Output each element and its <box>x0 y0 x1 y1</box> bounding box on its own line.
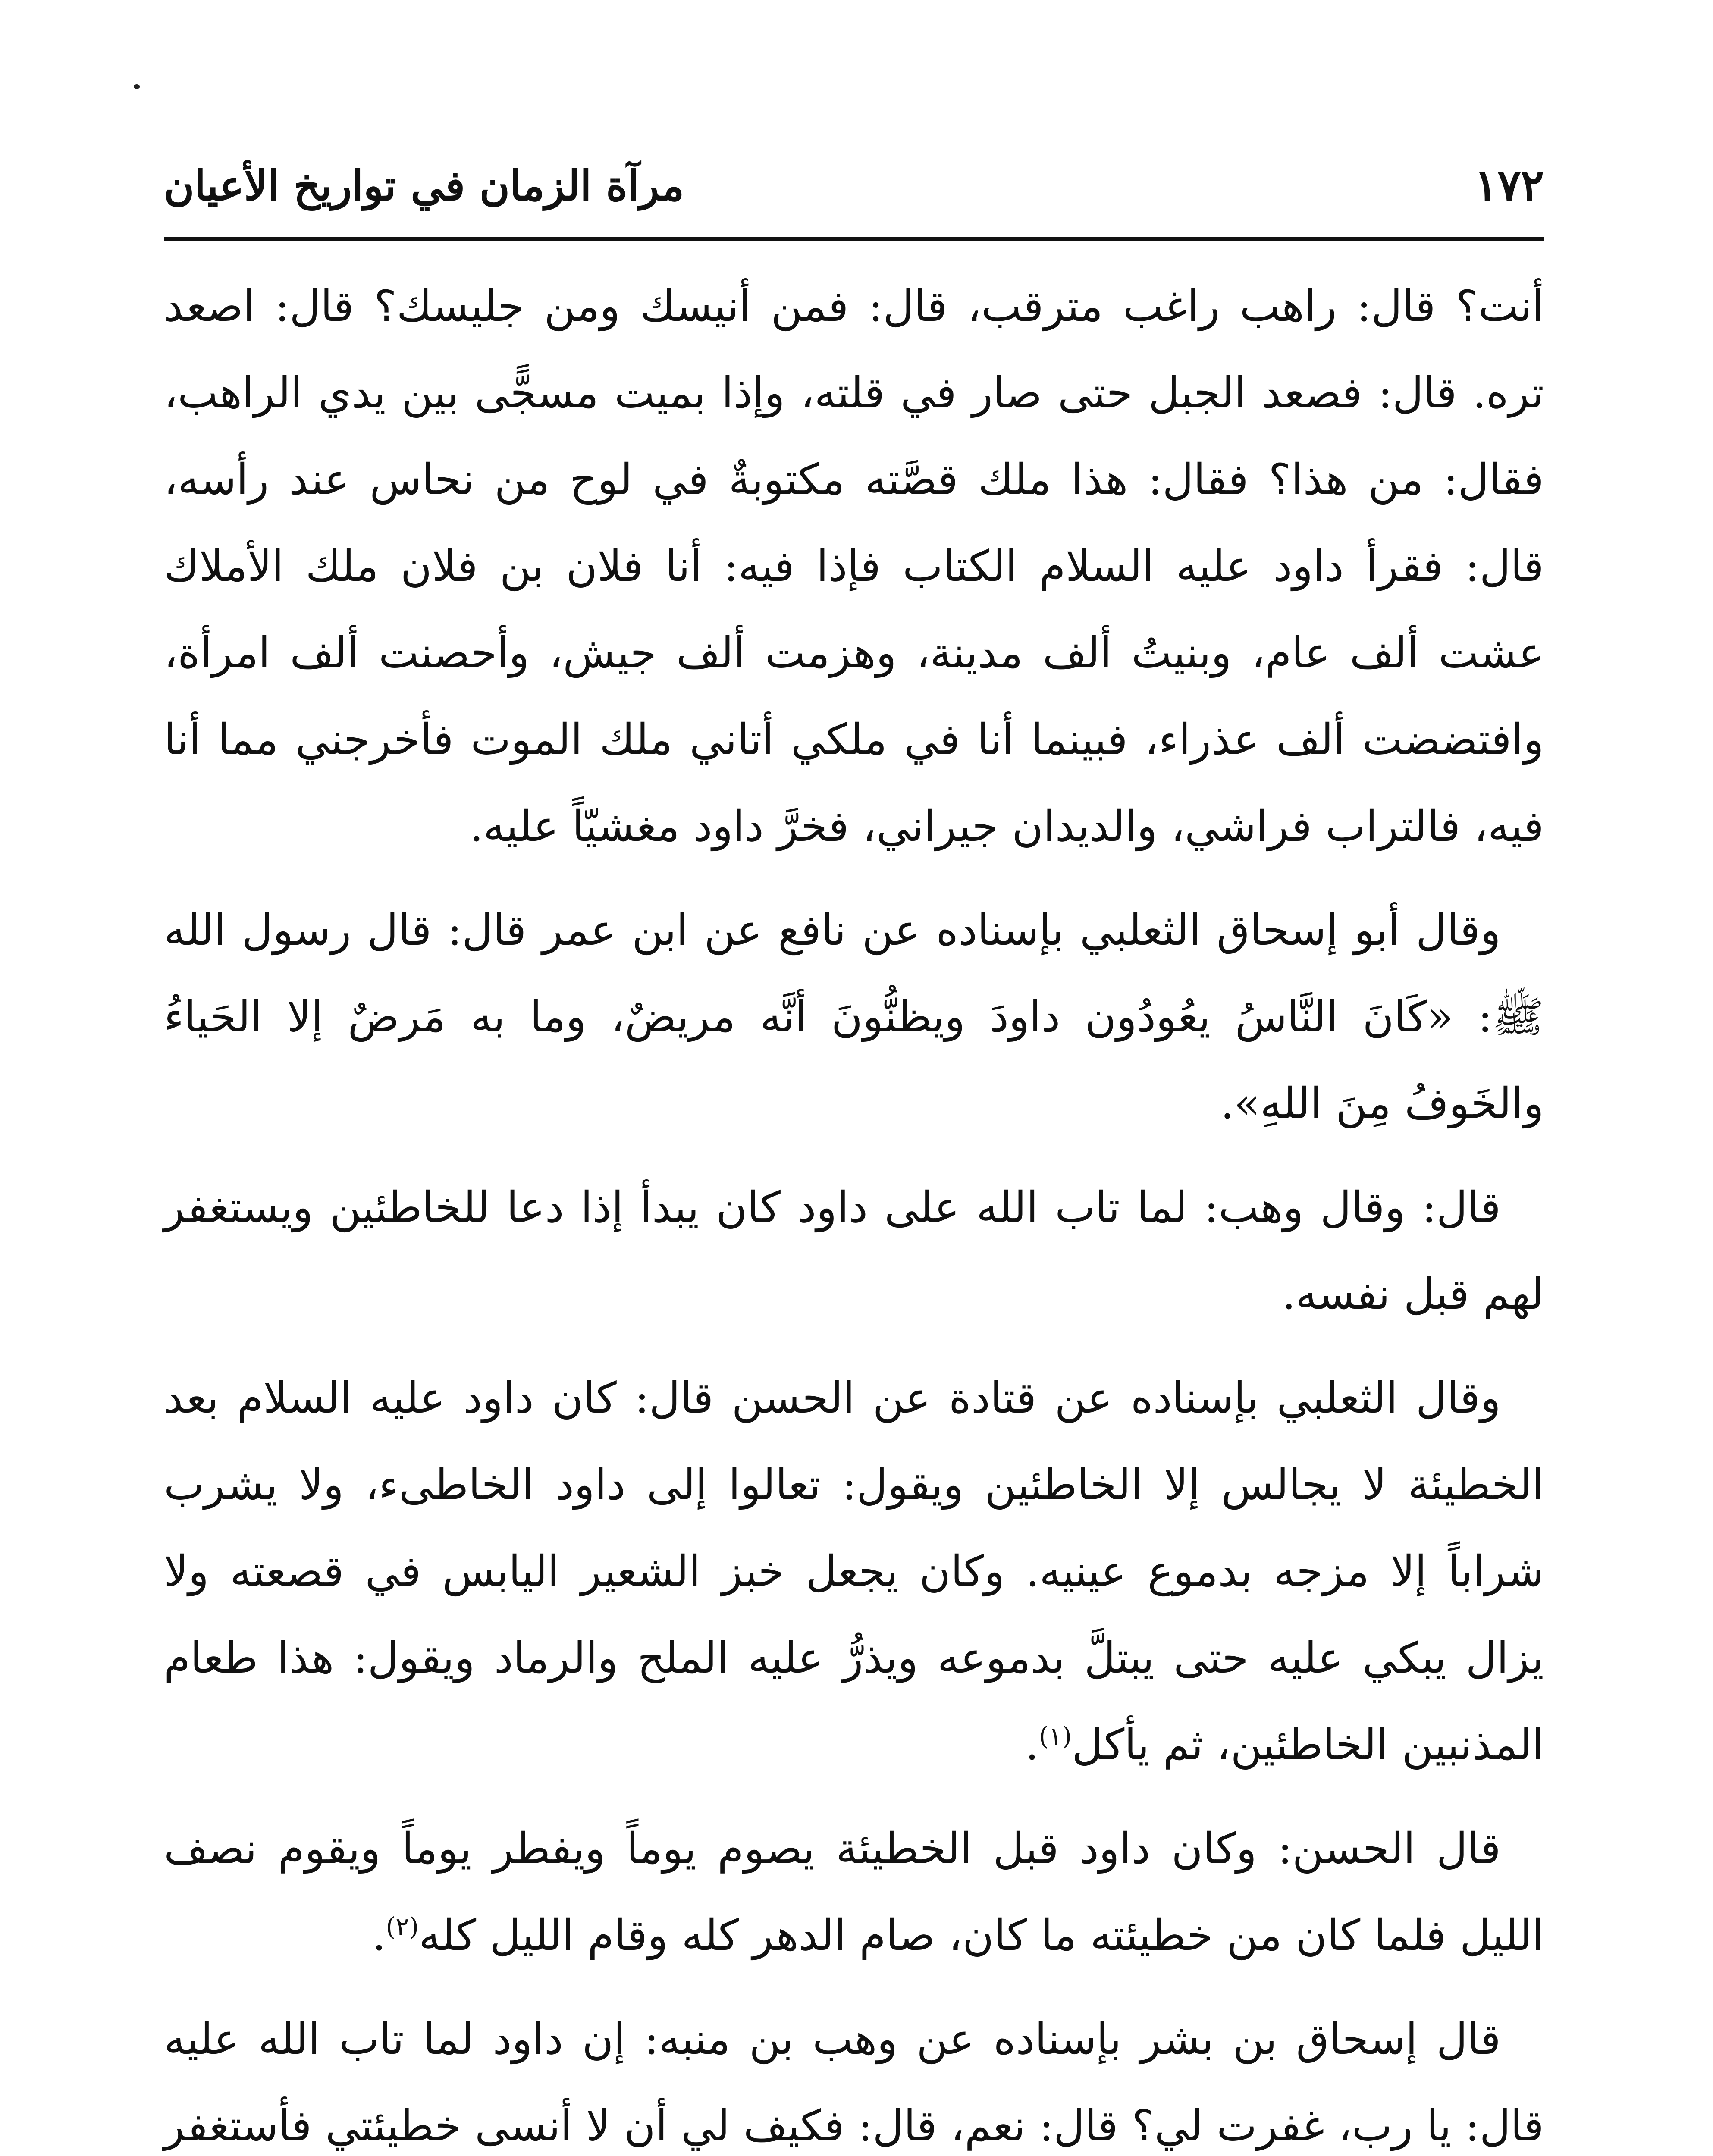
paragraph-1-text: أنت؟ قال: راهب راغب مترقب، قال: فمن أنيسك ومن جليسك؟ قال: اصعد تره. قال: فصعد الجبل حتى صار في قلته، وإذا بميت مسجًّى بين يدي الراهب، فقال: من هذا؟ فقال: هذا ملك قصَّته مكتوبةٌ في لوح من نحاس عند رأسه، قال: فقرأ داود عليه السلام الكتاب فإذا فيه: أنا فلان بن فلان ملك الأملاك عشت ألف عام، وبنيتُ ألف مدينة، وهزمت ألف جيش، وأحصنت ألف امرأة، وافتضضت ألف عذراء، فبينما أنا في ملكي أتاني ملك الموت فأخرجني مما أنا فيه، فالتراب فراشي، والديدان جيراني، فخرَّ داود مغشيّاً عليه. <box>164 282 1544 851</box>
period-2: . <box>372 1911 386 1960</box>
paragraph-4 <box>164 1355 1544 1788</box>
page-number: ١٧٢ <box>1474 160 1544 211</box>
page-speck <box>134 84 140 89</box>
paragraph-2-text: وقال أبو إسحاق الثعلبي بإسناده عن نافع عن ابن عمر قال: قال رسول الله ﷺ: «كَانَ النَّاسُ يعُودُون داودَ ويظنُّونَ أنَّه مريضٌ، وما به مَرضٌ إلا الحَياءُ والخَوفُ مِنَ اللهِ». <box>164 906 1544 1128</box>
paragraph-4-text: وقال الثعلبي بإسناده عن قتادة عن الحسن قال: كان داود عليه السلام بعد الخطيئة لا يجالس إلا الخاطئين ويقول: تعالوا إلى داود الخاطىء، ولا يشرب شراباً إلا مزجه بدموع عينيه. وكان يجعل خبز الشعير اليابس في قصعته ولا يزال يبكي عليه حتى يبتلَّ بدموعه ويذرُّ عليه الملح والرماد ويقول: هذا طعام المذنبين الخاطئين، ثم يأكل <box>164 1373 1544 1770</box>
paragraph-6 <box>164 1996 1544 2156</box>
paragraph-1 <box>164 263 1544 870</box>
paragraph-3 <box>164 1164 1544 1338</box>
header-rule <box>164 237 1544 241</box>
footnote-marker-1: (١) <box>1038 1721 1072 1751</box>
period-1: . <box>1025 1720 1039 1770</box>
running-header <box>164 151 1544 220</box>
body-text <box>164 263 1544 2156</box>
paragraph-6-text: قال إسحاق بن بشر بإسناده عن وهب بن منبه: إن داود لما تاب الله عليه قال: يا رب، غفرت لي؟ قال: نعم، قال: فكيف لي أن لا أنسى خطيئتي فأستغفر <box>164 2015 1544 2151</box>
book-title: مرآة الزمان في تواريخ الأعيان <box>164 161 684 210</box>
paragraph-5-text: قال الحسن: وكان داود قبل الخطيئة يصوم يوماً ويفطر يوماً ويقوم نصف الليل فلما كان من خطيئته ما كان، صام الدهر كله وقام الليل كله <box>164 1824 1544 1960</box>
book-page <box>164 129 1544 2156</box>
paragraph-2 <box>164 887 1544 1147</box>
paragraph-3-text: قال: وقال وهب: لما تاب الله على داود كان يبدأ إذا دعا للخاطئين ويستغفر لهم قبل نفسه. <box>164 1183 1544 1319</box>
paragraph-5 <box>164 1805 1544 1979</box>
footnote-marker-2: (٢) <box>386 1912 419 1941</box>
